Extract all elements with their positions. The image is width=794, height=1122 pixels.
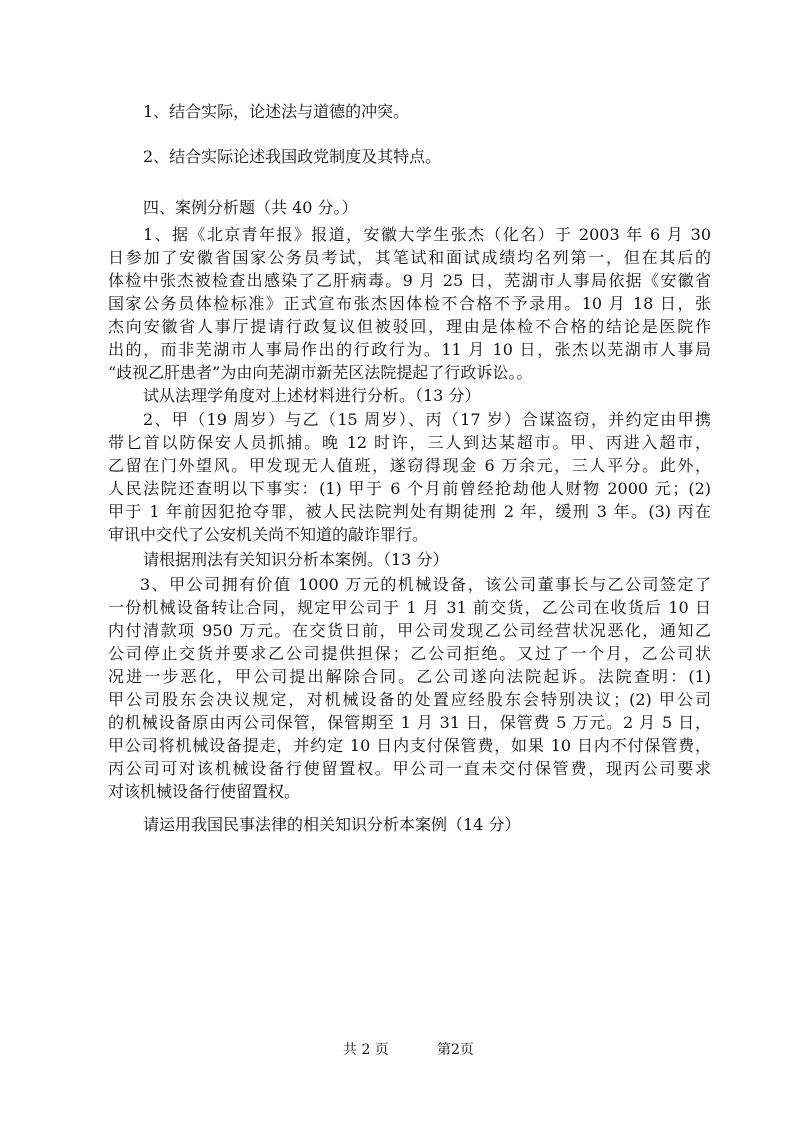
page-current: 第2页 [437,1042,474,1058]
case2-line-5: 甲于 1 年前因犯抢夺罪，被人民法院判处有期徒刑 2 年，缓刑 3 年。(3) 丙在 [108,502,711,521]
case1-line-4: 国家公务员体检标准》正式宣布张杰因体检不合格不予录用。10 月 18 日，张 [108,294,711,313]
case1-line-2: 日参加了安徽省国家公务员考试，其笔试和面试成绩均名列第一，但在其后的 [108,248,711,267]
case3-line-10: 对该机械设备行使留置权。 [108,782,301,801]
case3-line-8: 甲公司将机械设备提走，并约定 10 日内支付保管费，如果 10 日内不付保管费， [108,736,711,755]
case2-line-3: 乙留在门外望风。甲发现无人值班，遂窃得现金 6 万余元，三人平分。此外， [108,456,711,475]
case1-line-3: 体检中张杰被检查出感染了乙肝病毒。9 月 25 日，芜湖市人事局依据《安徽省 [108,271,711,290]
case1-prompt: 试从法理学角度对上述材料进行分析。（13 分） [143,386,481,405]
case1-line-6: 出的，而非芜湖市人事局作出的行政行为。11 月 10 日，张杰以芜湖市人事局 [108,340,711,359]
question-2: 2、结合实际论述我国政党制度及其特点。 [143,147,442,166]
page-total: 共 2 页 [343,1042,389,1058]
case3-line-5: 况进一步恶化，甲公司提出解除合同。乙公司遂向法院起诉。法院查明：(1) [108,667,711,686]
case3-line-9: 丙公司可对该机械设备行使留置权。甲公司一直未交付保管费，现丙公司要求 [108,759,711,778]
case2-prompt: 请根据刑法有关知识分析本案例。（13 分） [143,550,449,569]
case3-prompt: 请运用我国民事法律的相关知识分析本案例（14 分） [143,815,521,834]
case3-line-1: 3、甲公司拥有价值 1000 万元的机械设备，该公司董事长与乙公司签定了 [140,575,711,594]
case3-line-3: 内付清款项 950 万元。在交货日前，甲公司发现乙公司经营状况恶化，通知乙 [108,621,711,640]
case2-line-6: 审讯中交代了公安机关尚不知道的敲诈罪行。 [108,525,429,544]
section-heading: 四、案例分析题（共 40 分。） [143,198,358,217]
case3-line-7: 的机械设备原由丙公司保管，保管期至 1 月 31 日，保管费 5 万元。2 月 5 日， [108,713,711,732]
case3-line-6: 甲公司股东会决议规定，对机械设备的处置应经股东会特别决议；(2) 甲公司 [108,690,711,709]
case2-line-4: 人民法院还查明以下事实：(1) 甲于 6 个月前曾经抢劫他人财物 2000 元；(2) [108,479,711,498]
case1-line-7: “歧视乙肝患者”为由向芜湖市新芜区法院提起了行政诉讼。。 [108,363,533,382]
case1-line-5: 杰向安徽省人事厅提请行政复议但被驳回，理由是体检不合格的结论是医院作 [108,317,711,336]
case3-line-4: 公司停止交货并要求乙公司提供担保；乙公司拒绝。又过了一个月，乙公司状 [108,644,711,663]
case1-line-1: 1、据《北京青年报》报道，安徽大学生张杰（化名）于 2003 年 6 月 30 [143,225,711,244]
case2-line-1: 2、甲（19 周岁）与乙（15 周岁）、丙（17 岁）合谋盗窃，并约定由甲携 [143,410,711,429]
case3-line-2: 一份机械设备转让合同，规定甲公司于 1 月 31 前交货，乙公司在收货后 10 日 [108,598,711,617]
question-1: 1、结合实际，论述法与道德的冲突。 [143,102,410,121]
case2-line-2: 带匕首以防保安人员抓捕。晚 12 时许，三人到达某超市。甲、丙进入超市， [108,433,711,452]
